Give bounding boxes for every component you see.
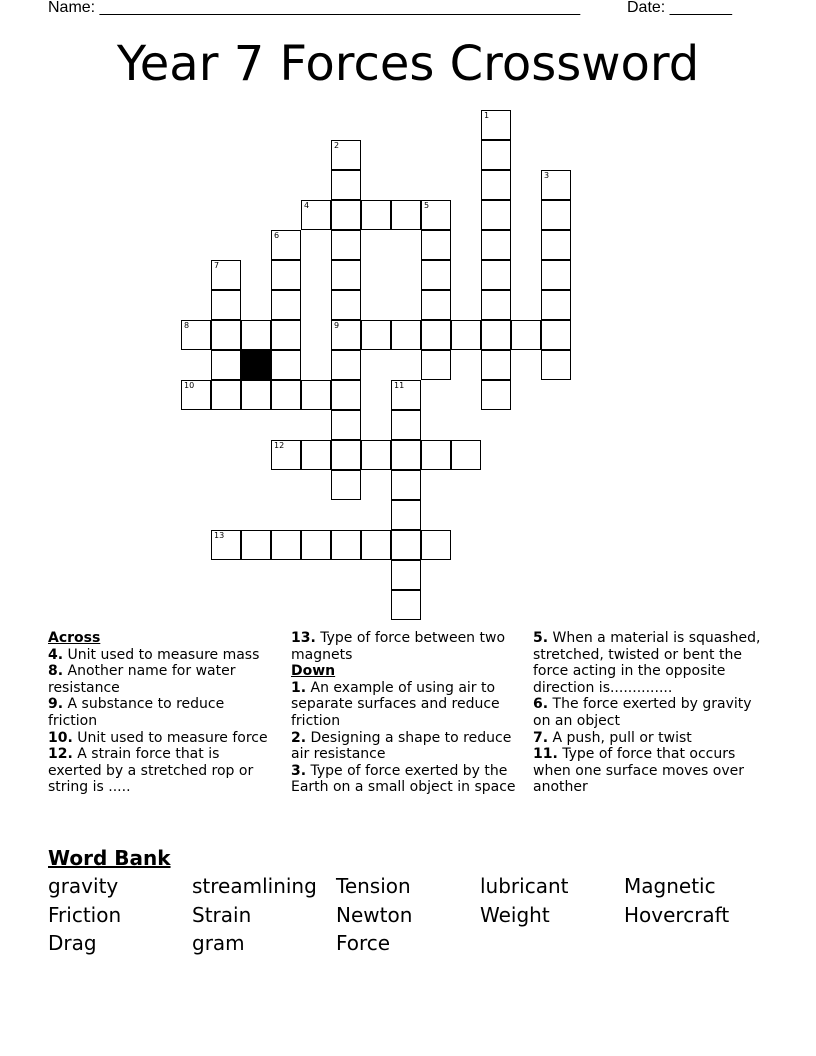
clue-number: 13. — [291, 630, 316, 646]
grid-cell[interactable] — [331, 410, 361, 440]
grid-cell[interactable] — [481, 170, 511, 200]
grid-cell[interactable] — [331, 530, 361, 560]
grid-cell[interactable] — [301, 380, 331, 410]
word-bank-item: Weight — [480, 902, 550, 927]
clues-column-3 — [533, 630, 773, 796]
clue-number-label: 4 — [304, 201, 310, 210]
clue-text: A substance to reduce friction — [48, 696, 225, 729]
grid-cell[interactable] — [541, 350, 571, 380]
date-field-label: Date: _______ — [627, 0, 732, 16]
grid-cell[interactable] — [301, 530, 331, 560]
grid-cell[interactable] — [391, 320, 421, 350]
word-bank-item: streamlining — [192, 874, 317, 898]
clue-number: 9. — [48, 696, 64, 713]
clue-text: A strain force that is exerted by a stretched rop or string is ..... — [48, 746, 254, 796]
clue-number: 2. — [291, 729, 307, 746]
grid-cell[interactable] — [421, 230, 451, 260]
grid-cell[interactable] — [541, 320, 571, 350]
clue-number-label: 7 — [214, 261, 220, 270]
clue-across-9 — [48, 696, 276, 729]
grid-cell[interactable] — [541, 170, 571, 200]
word-bank-item: Strain — [192, 902, 252, 927]
grid-cell[interactable] — [271, 290, 301, 320]
grid-cell[interactable] — [391, 410, 421, 440]
clue-down-7 — [533, 730, 773, 747]
grid-cell[interactable] — [421, 440, 451, 470]
clue-text: A push, pull or twist — [548, 729, 692, 746]
across-heading: Across — [48, 630, 101, 646]
grid-cell[interactable] — [271, 260, 301, 290]
grid-cell[interactable] — [421, 350, 451, 380]
grid-cell[interactable] — [421, 530, 451, 560]
grid-cell[interactable] — [541, 260, 571, 290]
grid-cell[interactable] — [481, 110, 511, 140]
grid-cell[interactable] — [211, 530, 241, 560]
word-bank-item: Newton — [336, 902, 413, 927]
clue-number-label: 11 — [394, 381, 405, 390]
down-heading: Down — [291, 663, 336, 680]
clue-down-1 — [291, 680, 523, 730]
clue-number-label: 12 — [274, 441, 285, 450]
clue-number: 10. — [48, 729, 73, 746]
clue-number-label: 10 — [184, 381, 195, 390]
grid-cell[interactable] — [481, 350, 511, 380]
clue-number-label: 6 — [274, 231, 280, 240]
grid-cell[interactable] — [481, 140, 511, 170]
clue-across-12 — [48, 746, 276, 796]
clue-text: Type of force that occurs when one surface moves over another — [533, 746, 745, 796]
grid-cell[interactable] — [421, 260, 451, 290]
grid-cell[interactable] — [211, 380, 241, 410]
grid-cell[interactable] — [181, 320, 211, 350]
grid-cell[interactable] — [331, 470, 361, 500]
clue-number: 8. — [48, 663, 64, 680]
grid-cell[interactable] — [421, 200, 451, 230]
grid-cell[interactable] — [541, 230, 571, 260]
clue-number-label: 2 — [334, 141, 340, 150]
grid-cell[interactable] — [271, 380, 301, 410]
grid-block — [241, 350, 271, 380]
clue-down-2 — [291, 730, 523, 763]
grid-cell[interactable] — [331, 440, 361, 470]
clue-across-8 — [48, 663, 276, 696]
name-field-label: Name: ______________________________________________________ — [48, 0, 581, 16]
clue-text: Type of force exerted by the Earth on a small object in space — [291, 762, 516, 796]
grid-cell[interactable] — [331, 350, 361, 380]
grid-cell[interactable] — [241, 530, 271, 560]
grid-cell[interactable] — [211, 260, 241, 290]
grid-cell[interactable] — [481, 260, 511, 290]
grid-cell[interactable] — [451, 440, 481, 470]
grid-cell[interactable] — [481, 230, 511, 260]
word-bank — [48, 874, 768, 956]
grid-cell[interactable] — [301, 440, 331, 470]
clue-across-13 — [291, 630, 523, 663]
clue-down-5 — [533, 630, 773, 696]
word-bank-item: gram — [192, 931, 245, 955]
clue-text: Unit used to measure force — [72, 729, 268, 746]
clue-down-6 — [533, 696, 773, 729]
clue-text: When a material is squashed, stretched, twisted or bent the force acting in the opposite direction is.............. — [533, 630, 761, 696]
grid-cell[interactable] — [331, 290, 361, 320]
word-bank-item: Drag — [48, 931, 97, 955]
word-bank-item: Magnetic — [624, 874, 716, 898]
grid-cell[interactable] — [391, 470, 421, 500]
grid-cell[interactable] — [421, 290, 451, 320]
grid-cell[interactable] — [391, 500, 421, 530]
clue-number: 5. — [533, 630, 549, 646]
word-bank-title: Word Bank — [48, 846, 171, 870]
clue-text: Type of force between two magnets — [291, 630, 506, 663]
clue-down-3 — [291, 763, 523, 796]
grid-cell[interactable] — [361, 200, 391, 230]
grid-cell[interactable] — [331, 200, 361, 230]
clue-across-4 — [48, 647, 276, 664]
clue-number-label: 1 — [484, 111, 490, 120]
grid-cell[interactable] — [391, 530, 421, 560]
grid-cell[interactable] — [331, 260, 361, 290]
grid-cell[interactable] — [211, 320, 241, 350]
grid-cell[interactable] — [241, 320, 271, 350]
clue-number: 6. — [533, 696, 549, 713]
grid-cell[interactable] — [361, 320, 391, 350]
grid-cell[interactable] — [481, 320, 511, 350]
grid-cell[interactable] — [511, 320, 541, 350]
grid-cell[interactable] — [541, 290, 571, 320]
grid-cell[interactable] — [211, 350, 241, 380]
clue-number-label: 8 — [184, 321, 190, 330]
word-bank-item: lubricant — [480, 874, 569, 898]
word-bank-item: gravity — [48, 874, 119, 898]
grid-cell[interactable] — [271, 320, 301, 350]
grid-cell[interactable] — [481, 200, 511, 230]
word-bank-item: Hovercraft — [624, 902, 730, 927]
clue-text: Designing a shape to reduce air resistance — [291, 729, 512, 763]
word-bank-item: Friction — [48, 902, 122, 927]
grid-cell[interactable] — [331, 230, 361, 260]
grid-cell[interactable] — [391, 380, 421, 410]
clue-number: 1. — [291, 679, 307, 696]
grid-cell[interactable] — [361, 530, 391, 560]
page-title: Year 7 Forces Crossword — [116, 36, 700, 92]
grid-cell[interactable] — [481, 290, 511, 320]
grid-cell[interactable] — [481, 380, 511, 410]
grid-cell[interactable] — [271, 350, 301, 380]
clue-across-10 — [48, 730, 276, 747]
grid-cell[interactable] — [391, 590, 421, 620]
grid-cell[interactable] — [541, 200, 571, 230]
clue-number: 12. — [48, 746, 73, 763]
grid-cell[interactable] — [391, 440, 421, 470]
grid-cell[interactable] — [241, 380, 271, 410]
grid-cell[interactable] — [361, 440, 391, 470]
grid-cell[interactable] — [451, 320, 481, 350]
grid-cell[interactable] — [331, 170, 361, 200]
clue-number-label: 13 — [214, 531, 225, 540]
grid-cell[interactable] — [421, 320, 451, 350]
grid-cell[interactable] — [391, 560, 421, 590]
clue-text: Another name for water resistance — [48, 663, 236, 696]
grid-cell[interactable] — [331, 320, 361, 350]
clue-number: 7. — [533, 729, 549, 746]
grid-cell[interactable] — [211, 290, 241, 320]
word-bank-item: Force — [336, 931, 391, 955]
grid-cell[interactable] — [271, 530, 301, 560]
grid-cell[interactable] — [271, 230, 301, 260]
clue-number-label: 3 — [544, 171, 550, 180]
clue-text: The force exerted by gravity on an object — [533, 696, 752, 729]
clue-number-label: 9 — [334, 321, 340, 330]
clue-number: 3. — [291, 762, 307, 779]
word-bank-item: Tension — [336, 874, 411, 898]
clue-number: 4. — [48, 646, 64, 663]
grid-cell[interactable] — [181, 380, 211, 410]
grid-cell[interactable] — [271, 440, 301, 470]
clue-number: 11. — [533, 746, 558, 763]
clues-column-2 — [291, 630, 523, 796]
grid-cell[interactable] — [391, 200, 421, 230]
grid-cell[interactable] — [331, 140, 361, 170]
clue-down-11 — [533, 746, 773, 796]
clue-text: Unit used to measure mass — [63, 646, 260, 663]
clue-text: An example of using air to separate surfaces and reduce friction — [291, 679, 500, 729]
clues-column-1 — [48, 630, 276, 796]
clue-number-label: 5 — [424, 201, 430, 210]
grid-cell[interactable] — [301, 200, 331, 230]
grid-cell[interactable] — [331, 380, 361, 410]
